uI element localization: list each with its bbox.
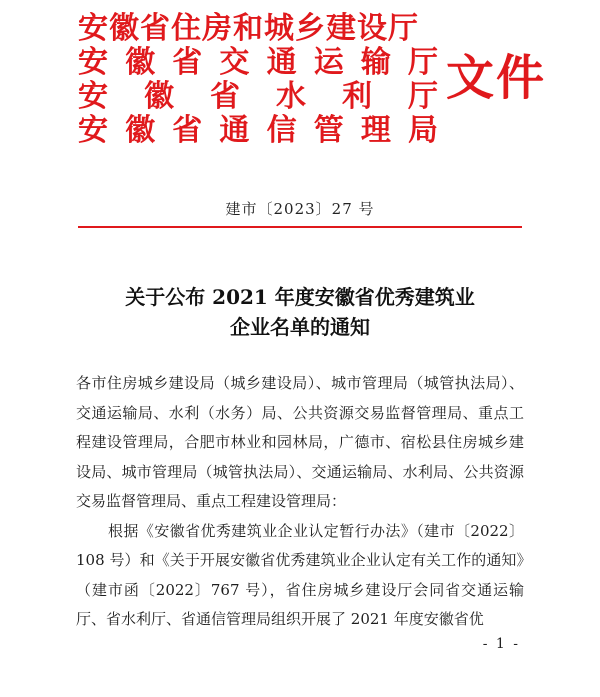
issuer-character: 厅 (407, 46, 438, 80)
issuer-character: 通 (266, 46, 297, 80)
issuer-character: 输 (360, 46, 391, 80)
issuer-communications-bureau (78, 114, 438, 148)
issuer-character: 信 (266, 114, 297, 148)
issuer-character: 徽 (125, 46, 156, 80)
issuer-character: 省 (172, 114, 203, 148)
issuer-character: 运 (313, 46, 344, 80)
issuer-character: 安 (78, 80, 108, 114)
document-type-label: 文件 (446, 50, 547, 106)
issuer-character: 厅 (408, 80, 438, 114)
issuer-character: 省 (210, 80, 240, 114)
issuer-character: 理 (360, 114, 391, 148)
issuer-character: 局 (407, 114, 438, 148)
title-line-2: 企业名单的通知 (230, 315, 370, 339)
document-title (0, 282, 600, 342)
issuer-character: 徽 (125, 114, 156, 148)
issuer-character: 水 (276, 80, 306, 114)
document-number: 建市〔2023〕27 号 (225, 200, 375, 218)
issuer-character: 安 (78, 114, 108, 148)
issuer-character: 徽 (144, 80, 174, 114)
issuer-character: 安 (78, 46, 108, 80)
document-body (76, 369, 524, 635)
addressee-paragraph: 各市住房城乡建设局（城乡建设局）、城市管理局（城管执法局）、交通运输局、水利（水务）局、公共资源交易监督管理局、重点工程建设管理局，合肥市林业和园林局，广德市、宿松县住房城乡建设局、城市管理局（城管执法局）、交通运输局、水利局、公共资源交易监督管理局、重点工程建设管理局： (76, 374, 524, 510)
body-paragraph-1: 根据《安徽省优秀建筑业企业认定暂行办法》（建市〔2022〕108 号）和《关于开展安徽省优秀建筑业企业认定有关工作的通知》（建市函〔2022〕767 号），省住房城乡建设厅会同省交通运输厅、省水利厅、省通信管理局组织开展了 2021 年度安徽省优 (76, 521, 524, 628)
issuer-character: 交 (219, 46, 250, 80)
issuing-authorities (78, 12, 438, 148)
issuer-character: 利 (342, 80, 372, 114)
issuer-character: 管 (313, 114, 344, 148)
issuer-transport-department (78, 46, 438, 80)
issuer-housing-department: 安徽省住房和城乡建设厅 (78, 12, 419, 46)
issuer-water-department (78, 80, 438, 114)
title-line-1: 关于公布 2021 年度安徽省优秀建筑业 (125, 285, 475, 309)
page-number: - 1 - (482, 636, 520, 652)
red-divider-line (78, 226, 522, 228)
issuer-character: 省 (172, 46, 203, 80)
issuer-character: 通 (219, 114, 250, 148)
